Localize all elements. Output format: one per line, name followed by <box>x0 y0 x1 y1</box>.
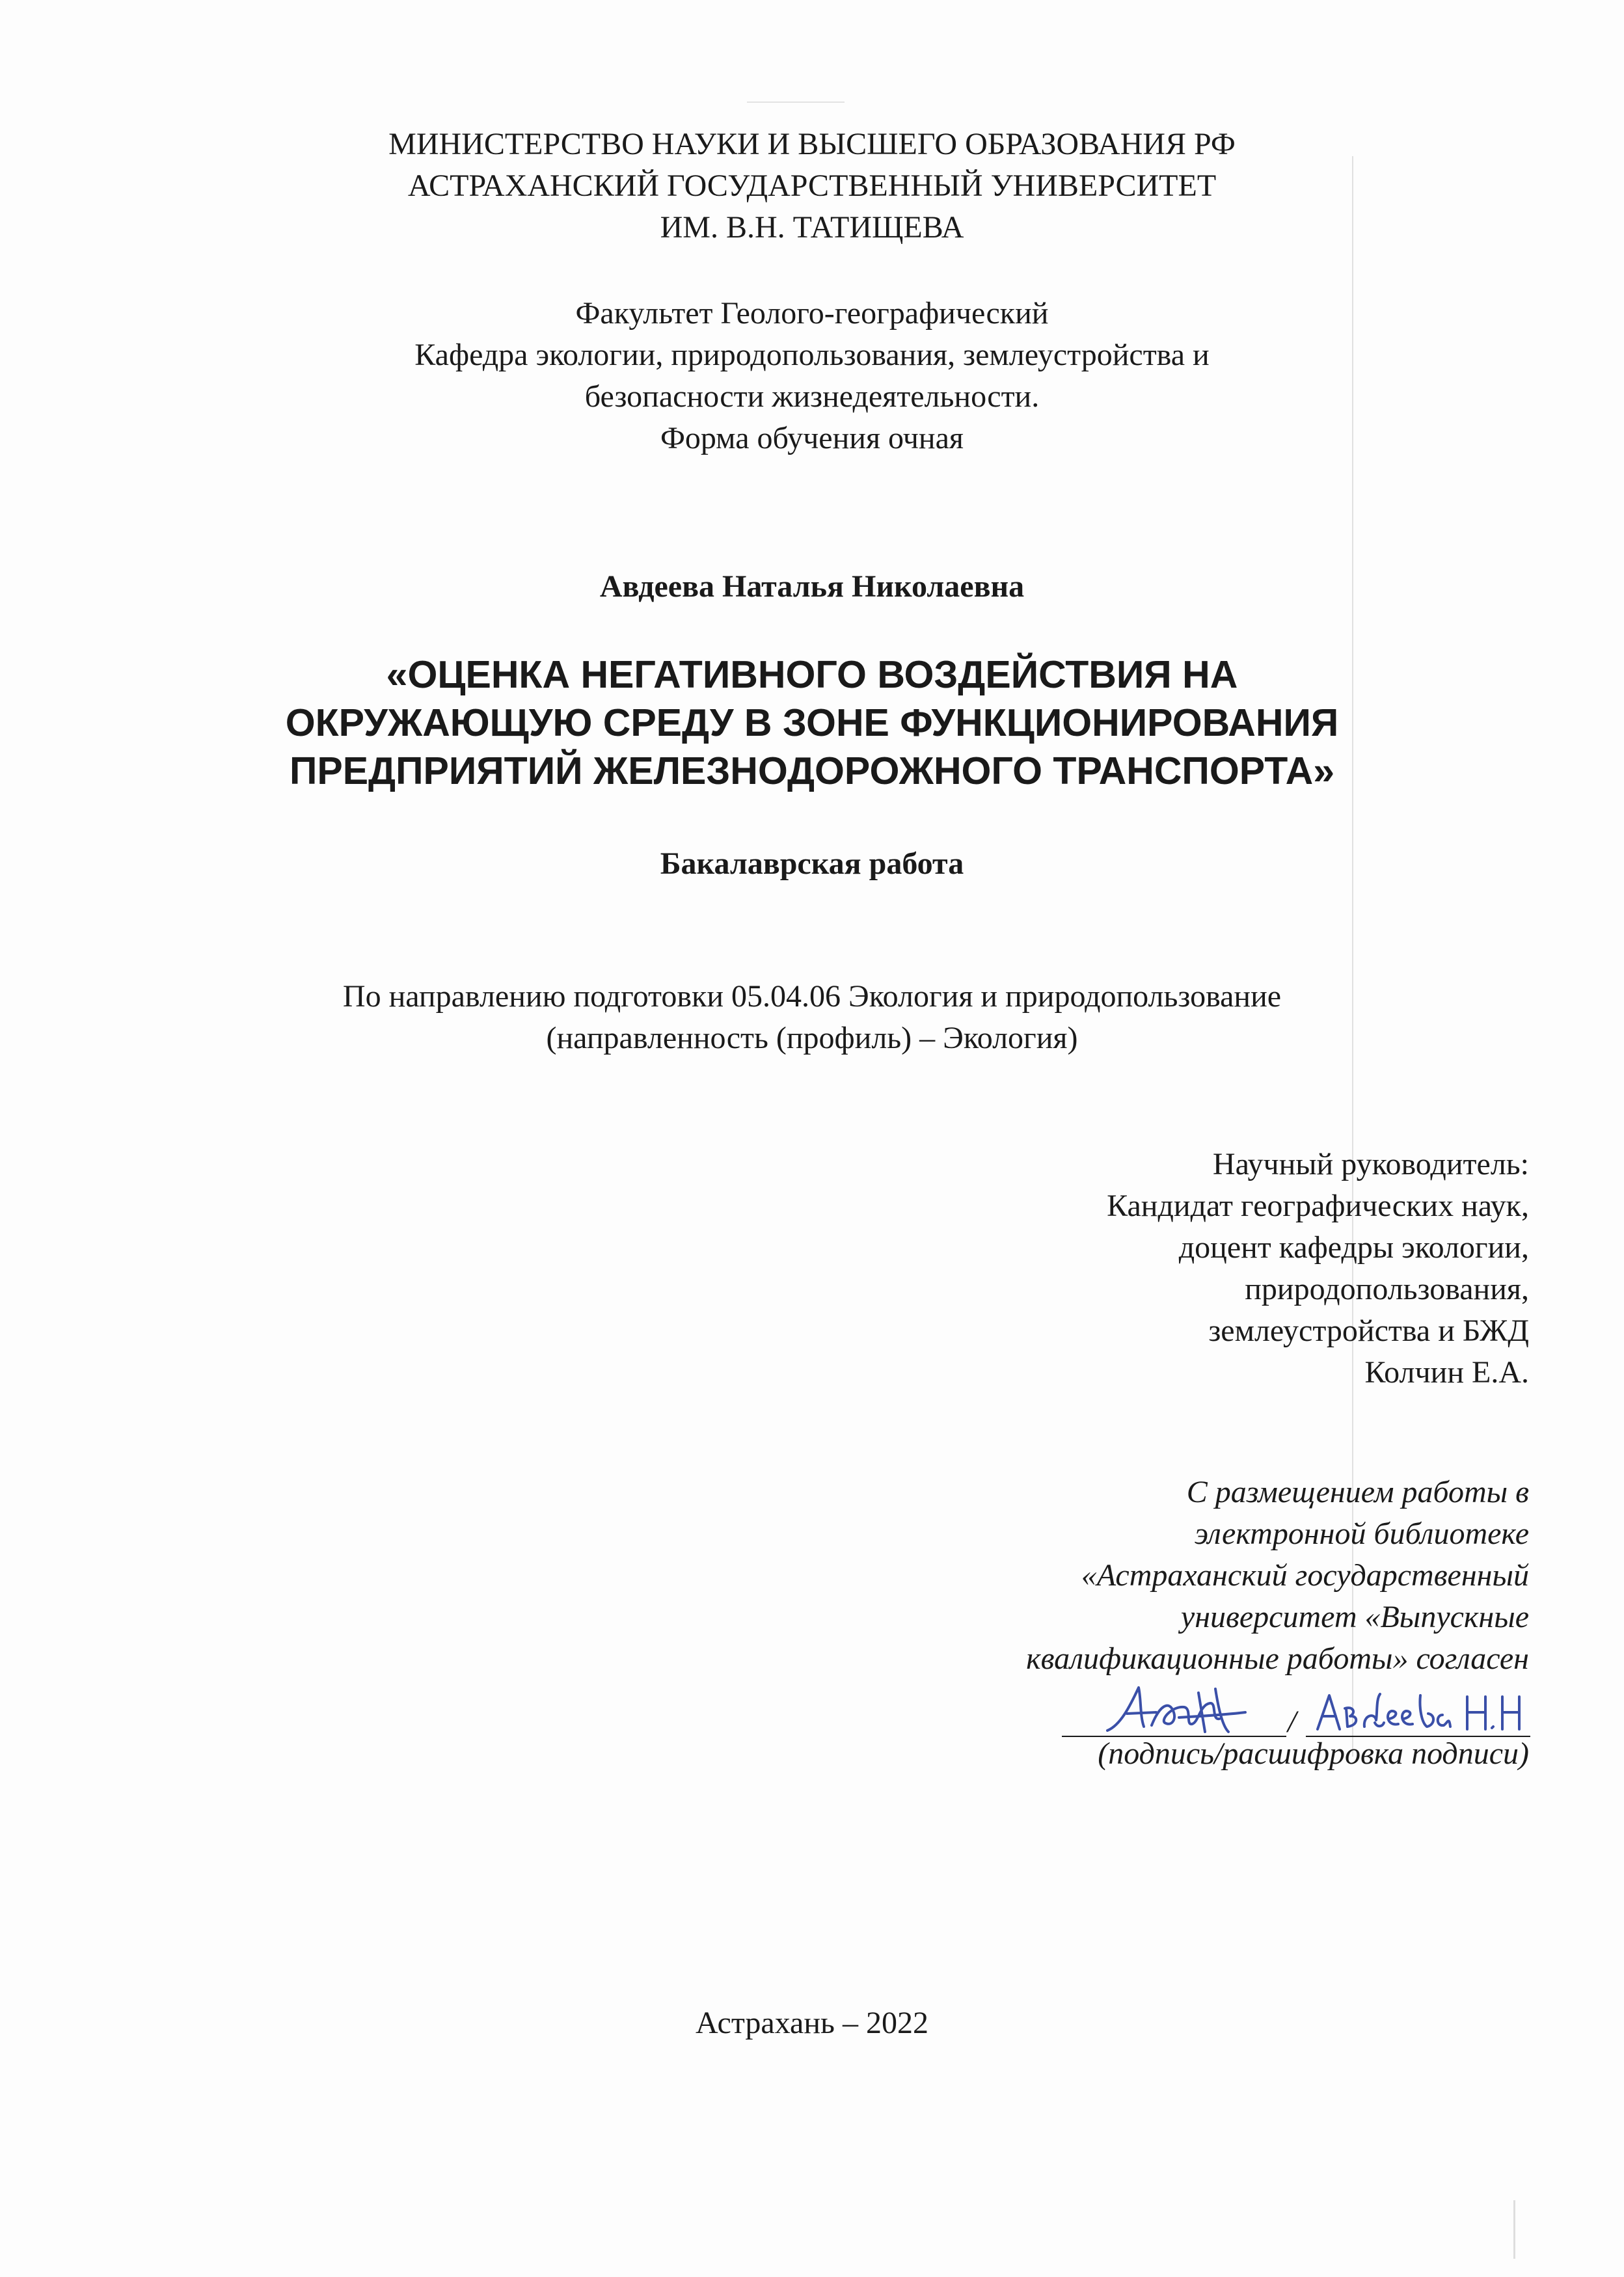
signature-caption: (подпись/расшифровка подписи) <box>1098 1736 1529 1771</box>
consent-line: «Астраханский государственный <box>1081 1558 1529 1593</box>
header-line: ИМ. В.Н. ТАТИЩЕВА <box>660 210 964 245</box>
handwritten-name <box>1312 1686 1527 1738</box>
direction-line: (направленность (профиль) – Экология) <box>546 1021 1078 1055</box>
header-line: АСТРАХАНСКИЙ ГОСУДАРСТВЕННЫЙ УНИВЕРСИТЕТ <box>407 168 1217 203</box>
consent-line: университет «Выпускные <box>1180 1600 1529 1634</box>
faculty-line: Кафедра экологии, природопользования, землеустройства и <box>414 338 1210 372</box>
scan-top-mark <box>747 101 845 103</box>
supervisor-line: Колчин Е.А. <box>1364 1355 1529 1390</box>
consent-line: электронной библиотеке <box>1194 1516 1529 1551</box>
study-direction <box>0 976 1624 1059</box>
supervisor-line: природопользования, <box>1245 1272 1529 1306</box>
direction-line: По направлению подготовки 05.04.06 Экология и природопользование <box>342 979 1282 1014</box>
faculty-line: Факультет Геолого-географический <box>575 296 1049 330</box>
title-line: ОКРУЖАЮЩУЮ СРЕДУ В ЗОНЕ ФУНКЦИОНИРОВАНИЯ <box>285 701 1339 744</box>
supervisor-line: землеустройства и БЖД <box>1208 1314 1529 1348</box>
faculty-line: Форма обучения очная <box>660 421 964 455</box>
faculty-info <box>0 293 1624 459</box>
handwritten-signature <box>1101 1680 1251 1738</box>
consent-line: С размещением работы в <box>1186 1475 1529 1509</box>
supervisor-line: Научный руководитель: <box>1212 1147 1529 1181</box>
title-line: ПРЕДПРИЯТИЙ ЖЕЛЕЗНОДОРОЖНОГО ТРАНСПОРТА» <box>289 749 1335 792</box>
consent-line: квалификационные работы» согласен <box>1026 1641 1529 1676</box>
faculty-line: безопасности жизнедеятельности. <box>584 379 1040 414</box>
supervisor-line: Кандидат географических наук, <box>1107 1189 1529 1223</box>
city-year: Астрахань – 2022 <box>696 2006 928 2040</box>
signature-separator: / <box>1288 1704 1297 1739</box>
author-name: Авдеева Наталья Николаевна <box>599 569 1025 604</box>
scan-bottom-mark <box>1513 2200 1515 2259</box>
work-type: Бакалаврская работа <box>660 846 964 881</box>
title-line: «ОЦЕНКА НЕГАТИВНОГО ВОЗДЕЙСТВИЯ НА <box>386 653 1238 696</box>
ministry-header <box>0 124 1624 249</box>
header-line: МИНИСТЕРСТВО НАУКИ И ВЫСШЕГО ОБРАЗОВАНИЯ РФ <box>388 127 1236 161</box>
library-consent <box>1026 1472 1529 1680</box>
thesis-title <box>0 651 1624 795</box>
supervisor-line: доцент кафедры экологии, <box>1178 1230 1529 1265</box>
supervisor-info <box>1107 1144 1529 1394</box>
